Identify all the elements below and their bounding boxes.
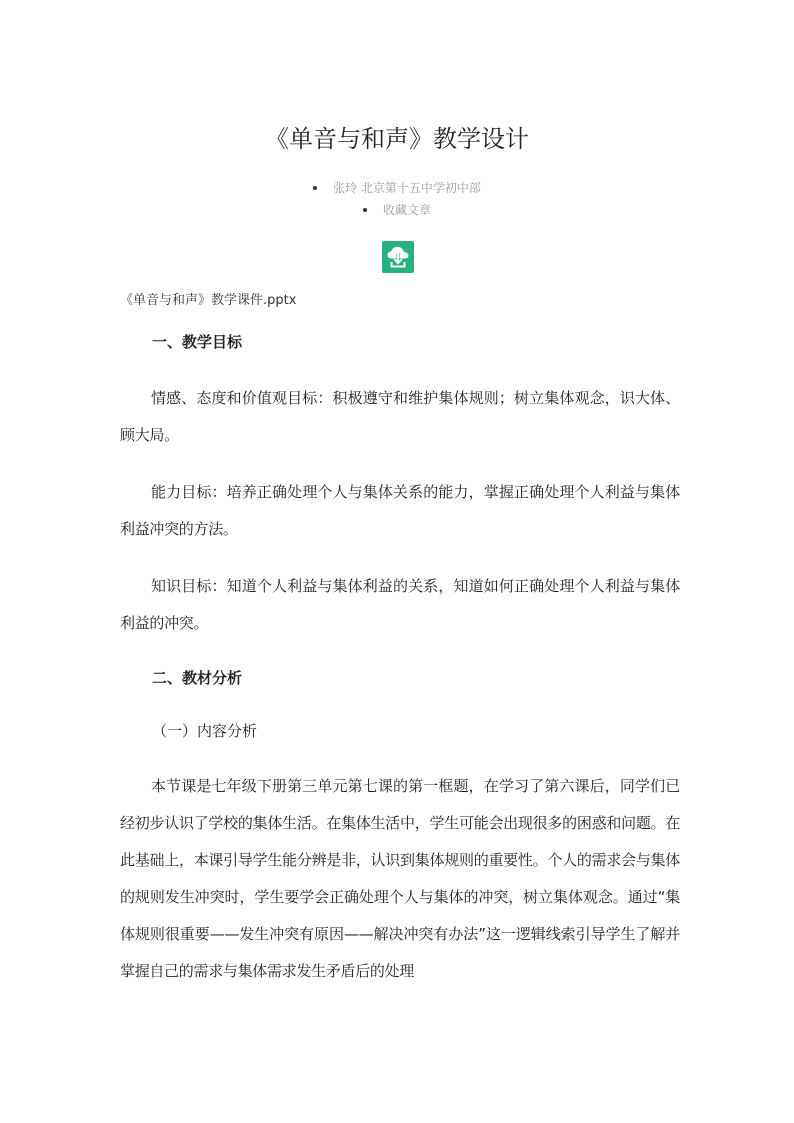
subsection-heading-content: （一）内容分析 <box>152 722 258 740</box>
article-title: 《单音与和声》教学设计 <box>265 125 529 153</box>
article-body <box>120 326 680 990</box>
section-heading-analysis: 二、教材分析 <box>152 669 243 687</box>
favorite-link[interactable]: 收藏文章 <box>382 203 431 217</box>
favorite-meta <box>0 202 794 218</box>
author-name[interactable]: 张玲 北京第十五中学初中部 <box>333 181 481 195</box>
paragraph-content-analysis: 本节课是七年级下册第三单元第七课的第一框题，在学习了第六课后，同学们已经初步认识了学校的集体生活。在集体生活中，学生可能会出现很多的困惑和问题。在此基础上，本课引导学生能分辨是非，认识到集体规则的重要性。个人的需求会与集体的规则发生冲突时，学生要学会正确处理个人与集体的冲突，树立集体观念。通过“集体规则很重要——发生冲突有原因——解决冲突有办法”这一逻辑线索引导学生了解并掌握自己的需求与集体需求发生矛盾后的处理 <box>120 777 680 980</box>
author-meta <box>0 180 794 196</box>
cloud-download-icon[interactable] <box>382 241 414 273</box>
paragraph-goal-emotion: 情感、态度和价值观目标：积极遵守和维护集体规则；树立集体观念，识大体、顾大局。 <box>120 389 680 444</box>
section-heading-goals: 一、教学目标 <box>152 333 243 351</box>
paragraph-goal-knowledge: 知识目标：知道个人利益与集体利益的关系，知道如何正确处理个人利益与集体利益的冲突。 <box>120 577 680 632</box>
bullet-icon <box>363 208 367 212</box>
bullet-icon <box>313 186 317 190</box>
attachment-link[interactable]: 《单音与和声》教学课件.pptx <box>120 293 297 308</box>
paragraph-goal-ability: 能力目标：培养正确处理个人与集体关系的能力，掌握正确处理个人利益与集体利益冲突的方法。 <box>120 483 680 538</box>
